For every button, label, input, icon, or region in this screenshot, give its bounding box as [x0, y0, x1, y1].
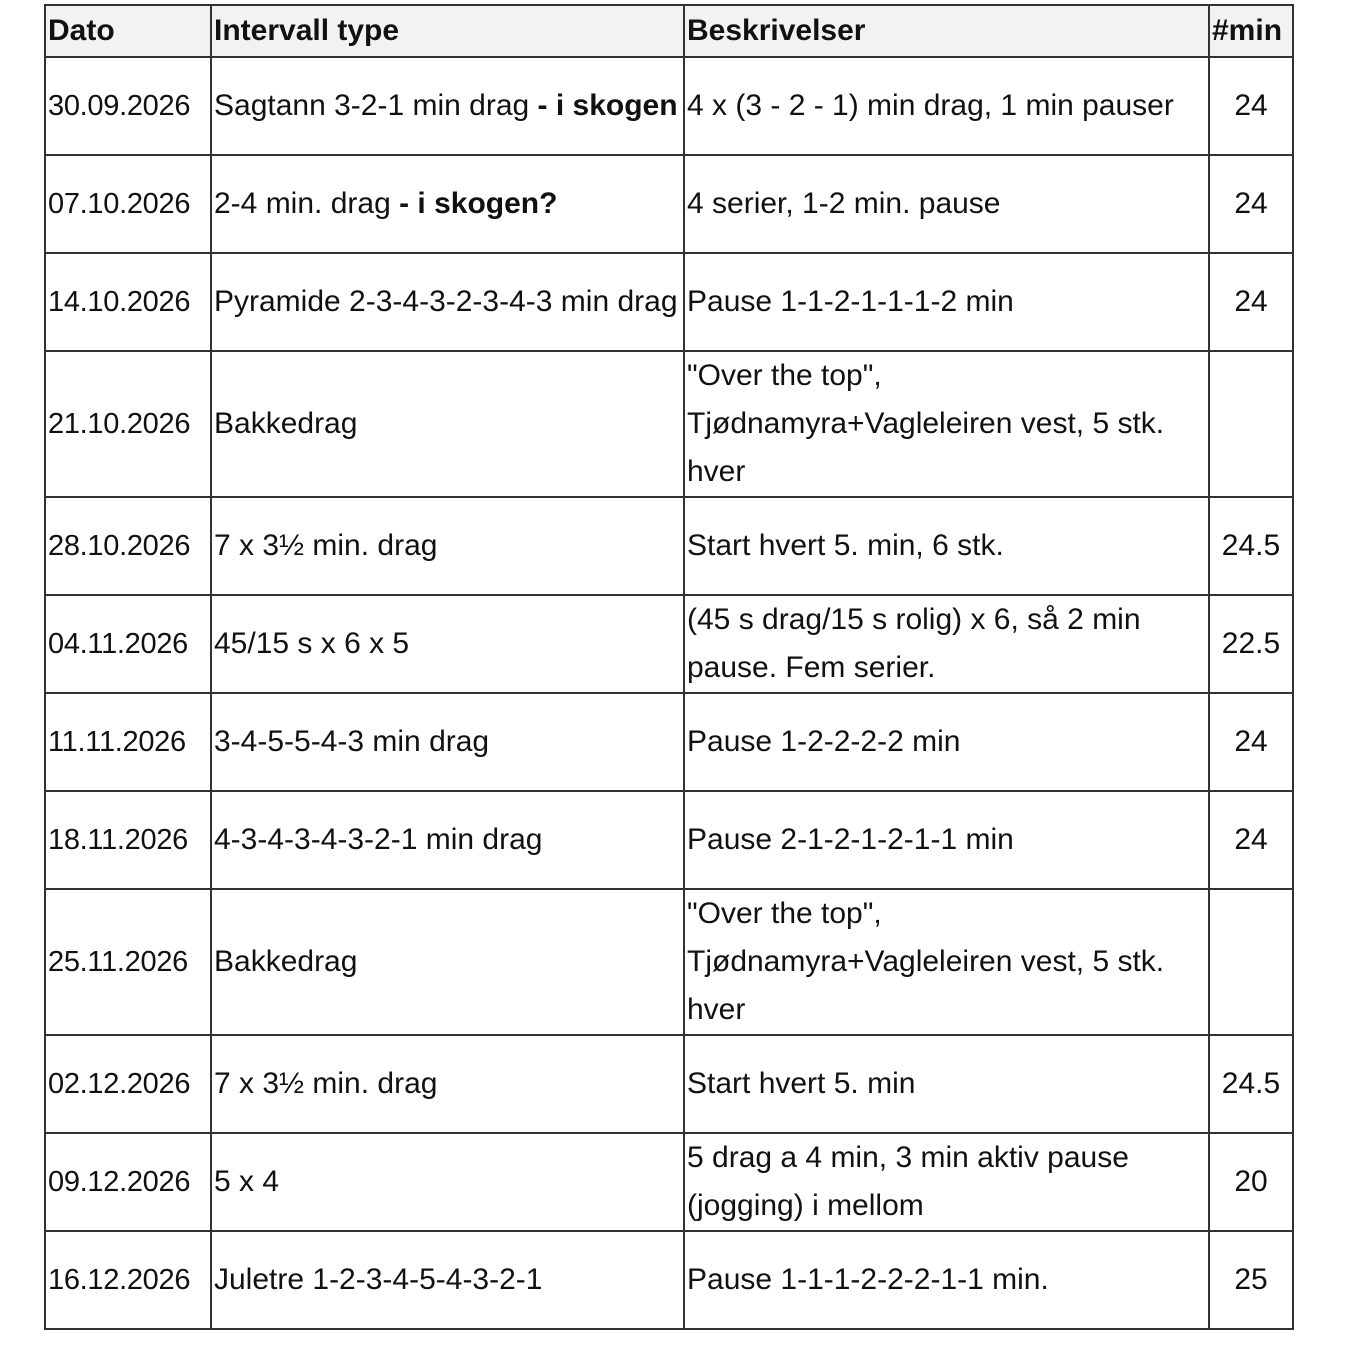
- cell-description: "Over the top", Tjødnamyra+Vagleleiren vest, 5 stk. hver: [684, 889, 1209, 1035]
- cell-minutes: 24: [1209, 57, 1293, 155]
- header-minutes: #min: [1209, 5, 1293, 57]
- table-row: [45, 693, 1293, 791]
- header-row: [45, 5, 1293, 57]
- table-row: [45, 1035, 1293, 1133]
- cell-interval-type: [211, 889, 684, 1035]
- cell-minutes: 24.5: [1209, 1035, 1293, 1133]
- cell-date: 30.09.2026: [45, 57, 211, 155]
- cell-interval-type: [211, 1035, 684, 1133]
- cell-interval-type: [211, 693, 684, 791]
- table-row: [45, 155, 1293, 253]
- cell-description: 4 serier, 1-2 min. pause: [684, 155, 1209, 253]
- table-row: [45, 351, 1293, 497]
- cell-description: Start hvert 5. min: [684, 1035, 1209, 1133]
- cell-description: 4 x (3 - 2 - 1) min drag, 1 min pauser: [684, 57, 1209, 155]
- interval-type-text: Sagtann 3-2-1 min drag: [214, 89, 538, 122]
- cell-date: 14.10.2026: [45, 253, 211, 351]
- table-row: [45, 497, 1293, 595]
- table-row: [45, 1231, 1293, 1329]
- table-row: [45, 595, 1293, 693]
- cell-date: 18.11.2026: [45, 791, 211, 889]
- interval-type-text: 45/15 s x 6 x 5: [214, 627, 410, 660]
- interval-type-text: 3-4-5-5-4-3 min drag: [214, 725, 490, 758]
- cell-minutes: 24: [1209, 791, 1293, 889]
- table-body: [45, 57, 1293, 1329]
- cell-description: "Over the top", Tjødnamyra+Vagleleiren vest, 5 stk. hver: [684, 351, 1209, 497]
- interval-type-text: Bakkedrag: [214, 945, 358, 978]
- cell-minutes: 25: [1209, 1231, 1293, 1329]
- cell-date: 11.11.2026: [45, 693, 211, 791]
- cell-minutes: 24: [1209, 253, 1293, 351]
- cell-date: 25.11.2026: [45, 889, 211, 1035]
- cell-interval-type: [211, 497, 684, 595]
- interval-type-text: 2-4 min. drag: [214, 187, 400, 220]
- header-date: Dato: [45, 5, 211, 57]
- table-row: [45, 253, 1293, 351]
- interval-type-text: 4-3-4-3-4-3-2-1 min drag: [214, 823, 543, 856]
- cell-interval-type: [211, 253, 684, 351]
- cell-description: 5 drag a 4 min, 3 min aktiv pause (jogging) i mellom: [684, 1133, 1209, 1231]
- interval-type-text: 7 x 3½ min. drag: [214, 529, 438, 562]
- interval-schedule-table: [44, 4, 1294, 1330]
- cell-date: 02.12.2026: [45, 1035, 211, 1133]
- cell-date: 28.10.2026: [45, 497, 211, 595]
- header-interval-type: Intervall type: [211, 5, 684, 57]
- cell-interval-type: [211, 1133, 684, 1231]
- table-row: [45, 889, 1293, 1035]
- header-description: Beskrivelser: [684, 5, 1209, 57]
- cell-interval-type: [211, 1231, 684, 1329]
- cell-description: Pause 2-1-2-1-2-1-1 min: [684, 791, 1209, 889]
- interval-type-text: Pyramide 2-3-4-3-2-3-4-3 min drag: [214, 285, 678, 318]
- cell-interval-type: [211, 155, 684, 253]
- interval-type-text: Juletre 1-2-3-4-5-4-3-2-1: [214, 1263, 543, 1296]
- cell-description: (45 s drag/15 s rolig) x 6, så 2 min pause. Fem serier.: [684, 595, 1209, 693]
- interval-type-text: Bakkedrag: [214, 407, 358, 440]
- cell-interval-type: [211, 791, 684, 889]
- cell-date: 07.10.2026: [45, 155, 211, 253]
- cell-minutes: 20: [1209, 1133, 1293, 1231]
- interval-type-note: - i skogen?: [399, 187, 558, 220]
- interval-type-text: 7 x 3½ min. drag: [214, 1067, 438, 1100]
- cell-interval-type: [211, 351, 684, 497]
- table-row: [45, 791, 1293, 889]
- table-header: [45, 5, 1293, 57]
- cell-minutes: 22.5: [1209, 595, 1293, 693]
- cell-minutes: 24: [1209, 693, 1293, 791]
- table-row: [45, 1133, 1293, 1231]
- cell-minutes: 24.5: [1209, 497, 1293, 595]
- cell-date: 09.12.2026: [45, 1133, 211, 1231]
- cell-interval-type: [211, 595, 684, 693]
- cell-minutes: 24: [1209, 155, 1293, 253]
- cell-date: 16.12.2026: [45, 1231, 211, 1329]
- cell-date: 21.10.2026: [45, 351, 211, 497]
- interval-type-text: 5 x 4: [214, 1165, 280, 1198]
- cell-minutes: [1209, 351, 1293, 497]
- cell-date: 04.11.2026: [45, 595, 211, 693]
- cell-description: Pause 1-1-2-1-1-1-2 min: [684, 253, 1209, 351]
- table-row: [45, 57, 1293, 155]
- cell-description: Pause 1-2-2-2-2 min: [684, 693, 1209, 791]
- cell-interval-type: [211, 57, 684, 155]
- interval-type-note: - i skogen: [537, 89, 678, 122]
- cell-description: Start hvert 5. min, 6 stk.: [684, 497, 1209, 595]
- cell-minutes: [1209, 889, 1293, 1035]
- cell-description: Pause 1-1-1-2-2-2-1-1 min.: [684, 1231, 1209, 1329]
